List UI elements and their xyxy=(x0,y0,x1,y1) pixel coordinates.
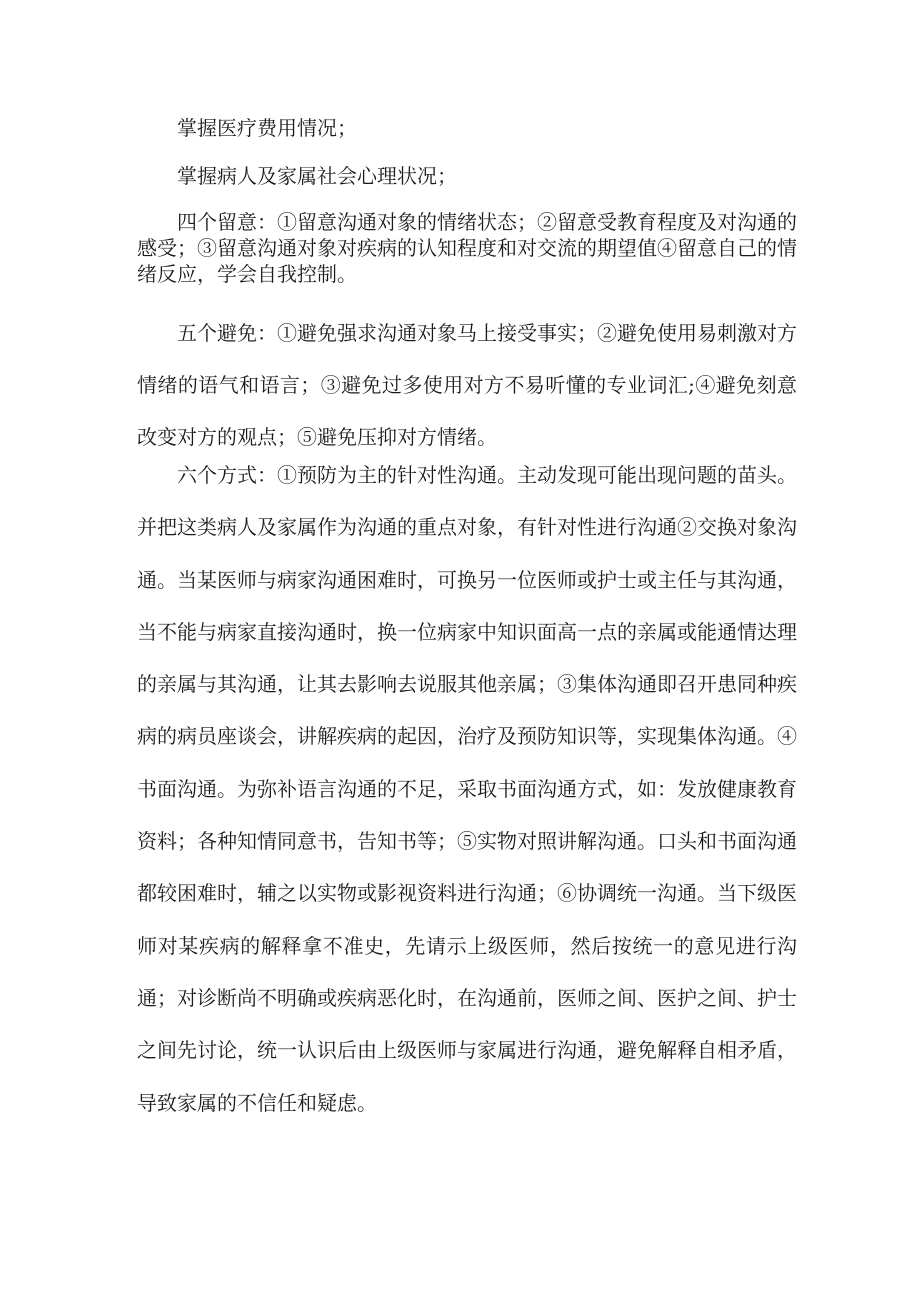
paragraph-five-avoidances: 五个避免：①避免强求沟通对象马上接受事实；②避免使用易刺激对方情绪的语气和语言；③避免过多使用对方不易听懂的专业词汇;④避免刻意改变对方的观点；⑤避免压抑对方情绪。 xyxy=(137,321,797,449)
paragraph-psychological-status: 掌握病人及家属社会心理状况； xyxy=(177,164,457,188)
paragraph-four-attentions: 四个留意：①留意沟通对象的情绪状态；②留意受教育程度及对沟通的感受；③留意沟通对象对疾病的认知程度和对交流的期望值④留意自己的情绪反应，学会自我控制。 xyxy=(137,210,797,286)
paragraph-six-methods: 六个方式：①预防为主的针对性沟通。主动发现可能出现问题的苗头。并把这类病人及家属作为沟通的重点对象，有针对性进行沟通②交换对象沟通。当某医师与病家沟通困难时，可换另一位医师或护士或主任与其沟通，当不能与病家直接沟通时，换一位病家中知识面高一点的亲属或能通情达理的亲属与其沟通，让其去影响去说服其他亲属；③集体沟通即召开患同种疾病的病员座谈会，讲解疾病的起因，治疗及预防知识等，实现集体沟通。④书面沟通。为弥补语言沟通的不足，采取书面沟通方式，如：发放健康教育资料；各种知情同意书，告知书等；⑤实物对照讲解沟通。口头和书面沟通都较困难时，辅之以实物或影视资料进行沟通；⑥协调统一沟通。当下级医师对某疾病的解释拿不准史，先请示上级医师，然后按统一的意见进行沟通；对诊断尚不明确或疾病恶化时，在沟通前，医师之间、医护之间、护士之间先讨论，统一认识后由上级医师与家属进行沟通，避免解释自相矛盾，导致家属的不信任和疑虑。 xyxy=(137,463,797,1115)
paragraph-medical-costs: 掌握医疗费用情况； xyxy=(177,116,357,140)
